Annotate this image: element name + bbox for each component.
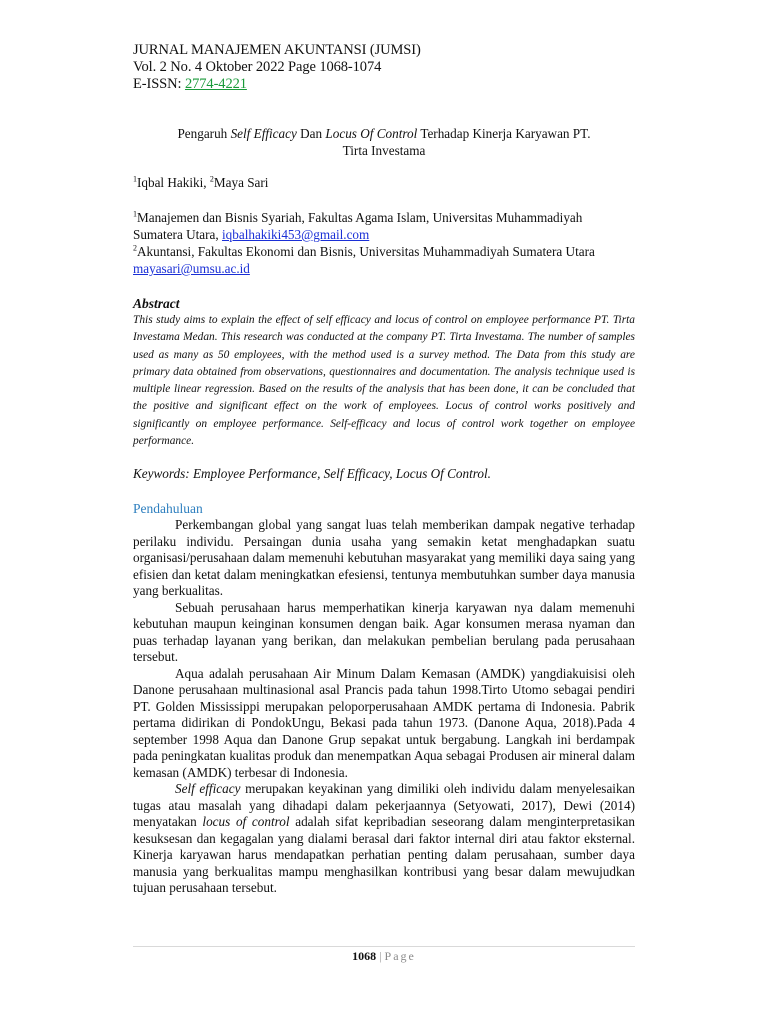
- abstract-text: This study aims to explain the effect of self efficacy and locus of control on employee performance PT. Tirta Investama Medan. This research was conducted at the company PT. Tirta Investama. The number of samples used as many as 50 employees, with the method used is a survey method. The Data from this study are primary data obtained from observations, questionnaires and documentation. The analysis technique used is multiple linear regression. Based on the results of the analysis that has been done, it can be concluded that the positive and significant effect on the work of employees. Locus of control works positively and significantly on employee performance. Self-efficacy and locus of control work together on employee performance.: [133, 314, 635, 448]
- page-separator: |: [376, 949, 385, 963]
- affil-sup: 1: [133, 209, 137, 219]
- page-number: 1068: [352, 949, 377, 963]
- section-heading-intro: Pendahuluan: [133, 501, 203, 517]
- title-text: Pengaruh: [177, 126, 231, 141]
- issn-line: [133, 76, 635, 93]
- volume-info: Vol. 2 No. 4 Oktober 2022 Page 1068-1074: [133, 59, 382, 75]
- paragraph: [133, 781, 635, 897]
- author-list: [133, 174, 635, 191]
- abstract-heading: Abstract: [133, 296, 180, 311]
- paragraph: Sebuah perusahaan harus memperhatikan kinerja karyawan nya dalam memenuhi kebutuhan maupun keinginan konsumen dengan baik. Agar konsumen merasa nyaman dan puas terhadap layanan yang berikan, dan melakukan pembelian berulang pada perusahaan tersebut.: [133, 599, 635, 665]
- author-sup: 2: [209, 174, 214, 184]
- article-page: [133, 42, 635, 897]
- term-self-efficacy: Self efficacy: [175, 781, 241, 797]
- author-sup: 1: [133, 174, 137, 184]
- page-footer: [133, 948, 635, 964]
- paragraph-text: adalah sifat kepribadian seseorang dalam menginterpretasikan kesuksesan dan kegagalan yang dialami berasal dari faktor internal diri atau faktor eksternal. Kinerja karyawan harus mendapatkan perhatian penting dalam perusahaan, sumber daya manusia yang berkualitas mampu menghasilkan kontribusi yang besar dalam mewujudkan tujuan perusahaan tersebut.: [133, 814, 635, 896]
- footer-divider: [133, 946, 635, 947]
- affiliations: [133, 209, 635, 277]
- title-text: Dan: [296, 126, 326, 141]
- title-line-2: Tirta Investama: [342, 143, 426, 158]
- page-label: Page: [384, 949, 416, 963]
- term-locus-of-control: locus of control: [202, 814, 290, 830]
- email-link-2[interactable]: mayasari@umsu.ac.id: [133, 261, 250, 276]
- article-title: [133, 125, 635, 159]
- paragraph-text: merupakan keyakinan yang dimiliki oleh individu dalam menyelesaikan tugas atau masalah yang dihadapi dalam pekerjaannya (Setyowati, 2017), Dewi (2014) menyatakan: [133, 781, 635, 830]
- email-link-1[interactable]: iqbalhakiki453@gmail.com: [221, 227, 370, 242]
- author-name: Maya Sari: [213, 175, 269, 190]
- keywords: Keywords: Employee Performance, Self Efficacy, Locus Of Control.: [133, 466, 491, 482]
- title-term-self-efficacy: Self Efficacy: [230, 126, 297, 141]
- issn-label: E-ISSN:: [133, 76, 185, 92]
- affiliation-2: Akuntansi, Fakultas Ekonomi dan Bisnis, Universitas Muhammadiyah Sumatera Utara: [137, 244, 595, 259]
- author-name: Iqbal Hakiki,: [137, 175, 210, 190]
- issn-link[interactable]: 2774-4221: [184, 76, 247, 92]
- paragraph: Perkembangan global yang sangat luas telah memberikan dampak negative terhadap perilaku individu. Persaingan dunia usaha yang semakin ketat menghadapkan suatu organisasi/perusahaan dalam memenuhi kebutuhan masyarakat yang memiliki daya saing yang efisien dan ketat dalam meningkatkan efesiensi, tentunya membutuhkan sumber daya manusia yang berkualitas.: [133, 517, 635, 599]
- affiliation-1: Manajemen dan Bisnis Syariah, Fakultas Agama Islam, Universitas Muhammadiyah Sumatera Utara,: [133, 210, 583, 242]
- title-term-locus-of-control: Locus Of Control: [325, 126, 418, 141]
- affil-sup: 2: [133, 243, 137, 253]
- title-text: Terhadap Kinerja Karyawan PT.: [417, 126, 591, 141]
- journal-name: JURNAL MANAJEMEN AKUNTANSI (JUMSI): [133, 42, 421, 58]
- paragraph: Aqua adalah perusahaan Air Minum Dalam Kemasan (AMDK) yangdiakuisisi oleh Danone perusahaan multinasional asal Prancis pada tahun 1998.Tirto Utomo sebagai pendiri PT. Golden Mississippi merupakan peloporperusahaan AMDK pertama di Indonesia. Pabrik pertama didirikan di PondokUngu, Bekasi pada tahun 1973. (Danone Aqua, 2018).Pada 4 september 1998 Aqua dan Danone Grup sepakat untuk bergabung. Langkah ini berdampak pada peningkatan kualitas produk dan menempatkan Aqua sebagai Produsen air mineral dalam kemasan (AMDK) terbesar di Indonesia.: [133, 665, 635, 780]
